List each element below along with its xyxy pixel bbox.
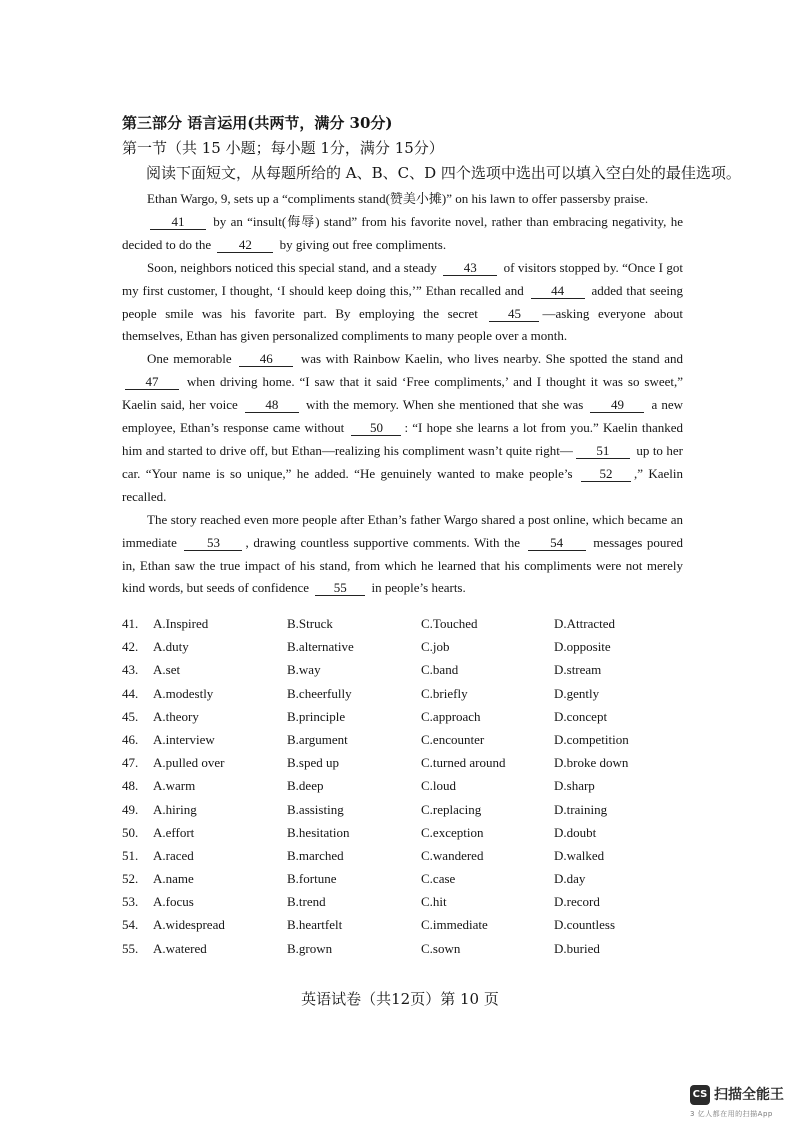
paragraph-2-text: by giving out free compliments. xyxy=(279,236,447,252)
option-row xyxy=(122,730,702,753)
scanner-watermark xyxy=(690,1085,790,1125)
option-a: A.focus xyxy=(153,894,194,910)
option-b: B.way xyxy=(287,662,321,678)
option-b: B.Struck xyxy=(287,616,333,631)
question-number: 41. xyxy=(122,616,139,631)
option-d: D.Attracted xyxy=(554,616,616,631)
option-b: B.alternative xyxy=(287,639,354,655)
option-c: C.Touched xyxy=(421,616,478,631)
question-number: 44. xyxy=(122,685,139,701)
option-a: A.name xyxy=(153,871,194,887)
question-number: 51. xyxy=(122,847,139,863)
option-a: A.modestly xyxy=(153,685,214,701)
paragraph-3-text: of visitors stopped by. “Once I got my first customer, I thought, ‘I should keep doing this,’” Ethan recalled and xyxy=(122,259,684,298)
paragraph-1 xyxy=(122,188,683,211)
paragraph-4-text: a new employee, Ethan’s response came without xyxy=(122,397,684,436)
option-a: A.pulled over xyxy=(153,755,225,771)
option-a: A.theory xyxy=(153,708,199,724)
option-a: A.set xyxy=(153,662,181,678)
blank-54: 54 xyxy=(528,535,586,551)
option-d: D.doubt xyxy=(554,824,597,840)
question-number: 42. xyxy=(122,639,139,655)
option-a: A.widespread xyxy=(153,917,225,933)
option-b: B.marched xyxy=(287,847,344,863)
question-number: 47. xyxy=(122,755,139,771)
option-c: C.wandered xyxy=(421,847,484,863)
question-number: 53. xyxy=(122,894,139,910)
paragraph-3-text: —asking everyone about themselves, Ethan has given personalized compliments to many people over a month. xyxy=(122,305,684,344)
answer-options xyxy=(122,614,702,962)
option-row xyxy=(122,846,702,869)
option-row xyxy=(122,637,702,660)
paragraph-2-text: by an “insult(侮辱) stand” from his favorite novel, rather than embracing negativity, he decided to do the xyxy=(122,213,683,252)
option-a: A.warm xyxy=(153,778,196,794)
option-c: C.encounter xyxy=(421,731,485,747)
paragraph-5-text: , drawing countless supportive comments. With the xyxy=(245,534,521,550)
paragraph-3-text: added that seeing people smile was his favorite part. By employing the secret xyxy=(122,282,684,321)
blank-48: 48 xyxy=(245,397,299,413)
watermark-app-name: 扫描全能王 xyxy=(714,1087,784,1103)
option-row xyxy=(122,892,702,915)
question-number: 52. xyxy=(122,871,139,887)
option-d: D.countless xyxy=(554,917,616,933)
option-b: B.principle xyxy=(287,708,346,724)
option-a: A.watered xyxy=(153,940,207,956)
option-b: B.heartfelt xyxy=(287,917,343,933)
blank-41: 41 xyxy=(150,214,206,230)
option-row xyxy=(122,823,702,846)
option-b: B.trend xyxy=(287,894,326,910)
option-row xyxy=(122,684,702,707)
option-b: B.hesitation xyxy=(287,824,350,840)
option-d: D.day xyxy=(554,871,586,887)
option-b: B.cheerfully xyxy=(287,685,352,701)
blank-42: 42 xyxy=(217,237,273,253)
option-row xyxy=(122,939,702,962)
option-b: B.assisting xyxy=(287,801,344,817)
option-c: C.job xyxy=(421,639,450,655)
option-d: D.competition xyxy=(554,731,629,747)
option-a: A.duty xyxy=(153,639,189,655)
paragraph-5-text: in people’s hearts. xyxy=(371,580,466,596)
question-number: 45. xyxy=(122,708,139,724)
blank-43: 43 xyxy=(443,260,497,276)
cloze-passage xyxy=(122,188,683,600)
option-c: C.hit xyxy=(421,894,447,910)
option-d: D.walked xyxy=(554,847,605,863)
paragraph-5-text: messages poured in, Ethan saw the true impact of his stand, from which he learned that his compliments were not merely kind words, but seeds of confidence xyxy=(122,534,684,596)
camscanner-logo-icon: CS xyxy=(690,1085,710,1105)
option-row xyxy=(122,800,702,823)
option-row xyxy=(122,776,702,799)
question-number: 43. xyxy=(122,662,139,678)
blank-47: 47 xyxy=(125,374,179,390)
paragraph-3-text: Soon, neighbors noticed this special stand, and a steady xyxy=(147,259,437,275)
paragraph-2 xyxy=(122,211,683,257)
blank-53: 53 xyxy=(184,535,242,551)
option-c: C.turned around xyxy=(421,755,506,771)
question-number: 49. xyxy=(122,801,139,817)
option-c: C.replacing xyxy=(421,801,482,817)
paragraph-4-text: when driving home. “I saw that it said ‘Free compliments,’ and I thought it was so sweet,” Kaelin said, her voice xyxy=(122,374,683,413)
option-d: D.stream xyxy=(554,662,602,678)
paragraph-1-text: Ethan Wargo, 9, sets up a “compliments stand(赞美小摊)” on his lawn to offer passersby praise. xyxy=(147,191,649,206)
section-heading: 第三部分 语言运用(共两节，满分 30分) xyxy=(122,114,393,132)
blank-45: 45 xyxy=(489,306,539,322)
option-d: D.opposite xyxy=(554,639,611,655)
option-b: B.deep xyxy=(287,778,324,794)
blank-46: 46 xyxy=(239,351,293,367)
question-number: 55. xyxy=(122,940,139,956)
paragraph-4 xyxy=(122,348,683,508)
option-c: C.band xyxy=(421,662,459,678)
option-a: A.Inspired xyxy=(153,616,209,631)
paragraph-4-text: with the memory. When she mentioned that she was xyxy=(305,397,584,413)
option-a: A.effort xyxy=(153,824,195,840)
option-b: B.sped up xyxy=(287,755,339,771)
option-d: D.training xyxy=(554,801,608,817)
option-c: C.loud xyxy=(421,778,457,794)
option-c: C.immediate xyxy=(421,917,488,933)
option-row xyxy=(122,614,702,637)
paragraph-5-text: The story reached even more people after Ethan’s father Wargo shared a post online, which became an immediate xyxy=(122,511,683,550)
option-row xyxy=(122,753,702,776)
blank-44: 44 xyxy=(531,283,585,299)
paragraph-5 xyxy=(122,509,683,601)
blank-49: 49 xyxy=(590,397,644,413)
paragraph-4-text: up to her car. “Your name is so unique,” he added. “He genuinely wanted to make people’s xyxy=(122,442,684,481)
option-c: C.case xyxy=(421,871,456,887)
instructions: 阅读下面短文，从每题所给的 A、B、C、D 四个选项中选出可以填入空白处的最佳选项。 xyxy=(146,164,741,182)
option-b: B.fortune xyxy=(287,871,337,887)
option-a: A.hiring xyxy=(153,801,197,817)
option-c: C.sown xyxy=(421,940,461,956)
paragraph-4-text: ,” Kaelin recalled. xyxy=(122,465,684,504)
paragraph-3 xyxy=(122,257,683,349)
section-subheading: 第一节（共 15 小题；每小题 1分，满分 15分） xyxy=(122,139,444,157)
option-row xyxy=(122,660,702,683)
option-d: D.sharp xyxy=(554,778,595,794)
option-a: A.raced xyxy=(153,847,194,863)
question-number: 54. xyxy=(122,917,139,933)
question-number: 50. xyxy=(122,824,139,840)
option-c: C.briefly xyxy=(421,685,468,701)
blank-55: 55 xyxy=(315,580,365,596)
watermark-tagline: 3 亿人都在用的扫描App xyxy=(690,1110,773,1118)
paragraph-4-text: was with Rainbow Kaelin, who lives nearby. She spotted the stand and xyxy=(300,351,683,367)
option-d: D.broke down xyxy=(554,755,629,771)
paragraph-4-text: : “I hope she learns a lot from you.” Kaelin thanked him and started to drive off, but Ethan—realizing his compliment wasn’t quite right— xyxy=(122,420,684,458)
option-d: D.concept xyxy=(554,708,608,724)
option-b: B.argument xyxy=(287,731,348,747)
option-c: C.approach xyxy=(421,708,481,724)
option-c: C.exception xyxy=(421,824,484,840)
option-row xyxy=(122,915,702,938)
paragraph-4-text: One memorable xyxy=(147,351,232,367)
option-row xyxy=(122,707,702,730)
question-number: 46. xyxy=(122,731,139,747)
option-b: B.grown xyxy=(287,940,333,956)
option-d: D.buried xyxy=(554,940,600,956)
blank-52: 52 xyxy=(581,466,631,482)
option-row xyxy=(122,869,702,892)
page-footer: 英语试卷（共12页）第 10 页 xyxy=(301,990,499,1008)
blank-51: 51 xyxy=(576,443,630,459)
question-number: 48. xyxy=(122,778,139,794)
option-a: A.interview xyxy=(153,731,215,747)
option-d: D.gently xyxy=(554,685,600,701)
blank-50: 50 xyxy=(351,420,401,436)
option-d: D.record xyxy=(554,894,600,910)
